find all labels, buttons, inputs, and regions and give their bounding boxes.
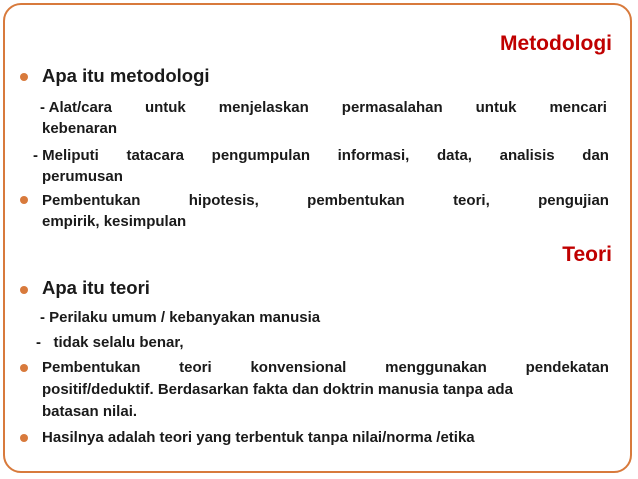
dash-alat-cara-cont: kebenaran <box>42 120 118 137</box>
word: permasalahan <box>341 99 443 116</box>
word: untuk <box>144 99 186 116</box>
word: teori, <box>453 192 490 209</box>
word: dan <box>582 147 609 164</box>
word: pendekatan <box>525 359 609 376</box>
word: hipotesis, <box>188 192 259 209</box>
item-apa-itu-teori: Apa itu teori <box>42 277 150 298</box>
word: pengumpulan <box>211 147 310 164</box>
word: untuk <box>475 99 517 116</box>
item-apa-itu-metodologi: Apa itu metodologi <box>42 65 210 86</box>
bullet-dot-icon <box>20 73 28 81</box>
item-pembentukan-teori-line2: positif/deduktif. Berdasarkan fakta dan doktrin manusia tanpa ada <box>42 381 513 398</box>
word: Pembentukan <box>42 192 141 209</box>
word: analisis <box>499 147 555 164</box>
bullet-dot-icon <box>20 434 28 442</box>
item-pembentukan-teori-line3: batasan nilai. <box>42 403 138 420</box>
word: pembentukan <box>307 192 405 209</box>
item-hasilnya: Hasilnya adalah teori yang terbentuk tanpa nilai/norma /etika <box>42 429 475 446</box>
word: menggunakan <box>385 359 487 376</box>
heading-metodologi: Metodologi <box>500 32 612 55</box>
dash-meliputi-cont: perumusan <box>42 168 123 185</box>
item-pembentukan-hipotesis-cont: empirik, kesimpulan <box>42 213 187 230</box>
bullet-dot-icon <box>20 196 28 204</box>
word: informasi, <box>337 147 410 164</box>
dash-perilaku-umum: - Perilaku umum / kebanyakan manusia <box>40 309 321 326</box>
word: - Alat/cara <box>40 99 112 116</box>
word: data, <box>436 147 472 164</box>
word: konvensional <box>250 359 347 376</box>
word: tatacara <box>126 147 185 164</box>
dash-meliputi <box>33 146 609 165</box>
item-pembentukan-teori <box>42 358 609 377</box>
dash-alat-cara <box>40 98 607 117</box>
word: Pembentukan <box>42 359 141 376</box>
word: - Meliputi <box>33 147 99 164</box>
item-pembentukan-hipotesis <box>42 191 609 210</box>
bullet-dot-icon <box>20 286 28 294</box>
heading-teori: Teori <box>562 243 612 266</box>
dash-tidak-selalu-benar: - tidak selalu benar, <box>36 334 184 351</box>
word: menjelaskan <box>218 99 309 116</box>
word: teori <box>179 359 212 376</box>
word: mencari <box>549 99 607 116</box>
word: pengujian <box>538 192 609 209</box>
bullet-dot-icon <box>20 364 28 372</box>
